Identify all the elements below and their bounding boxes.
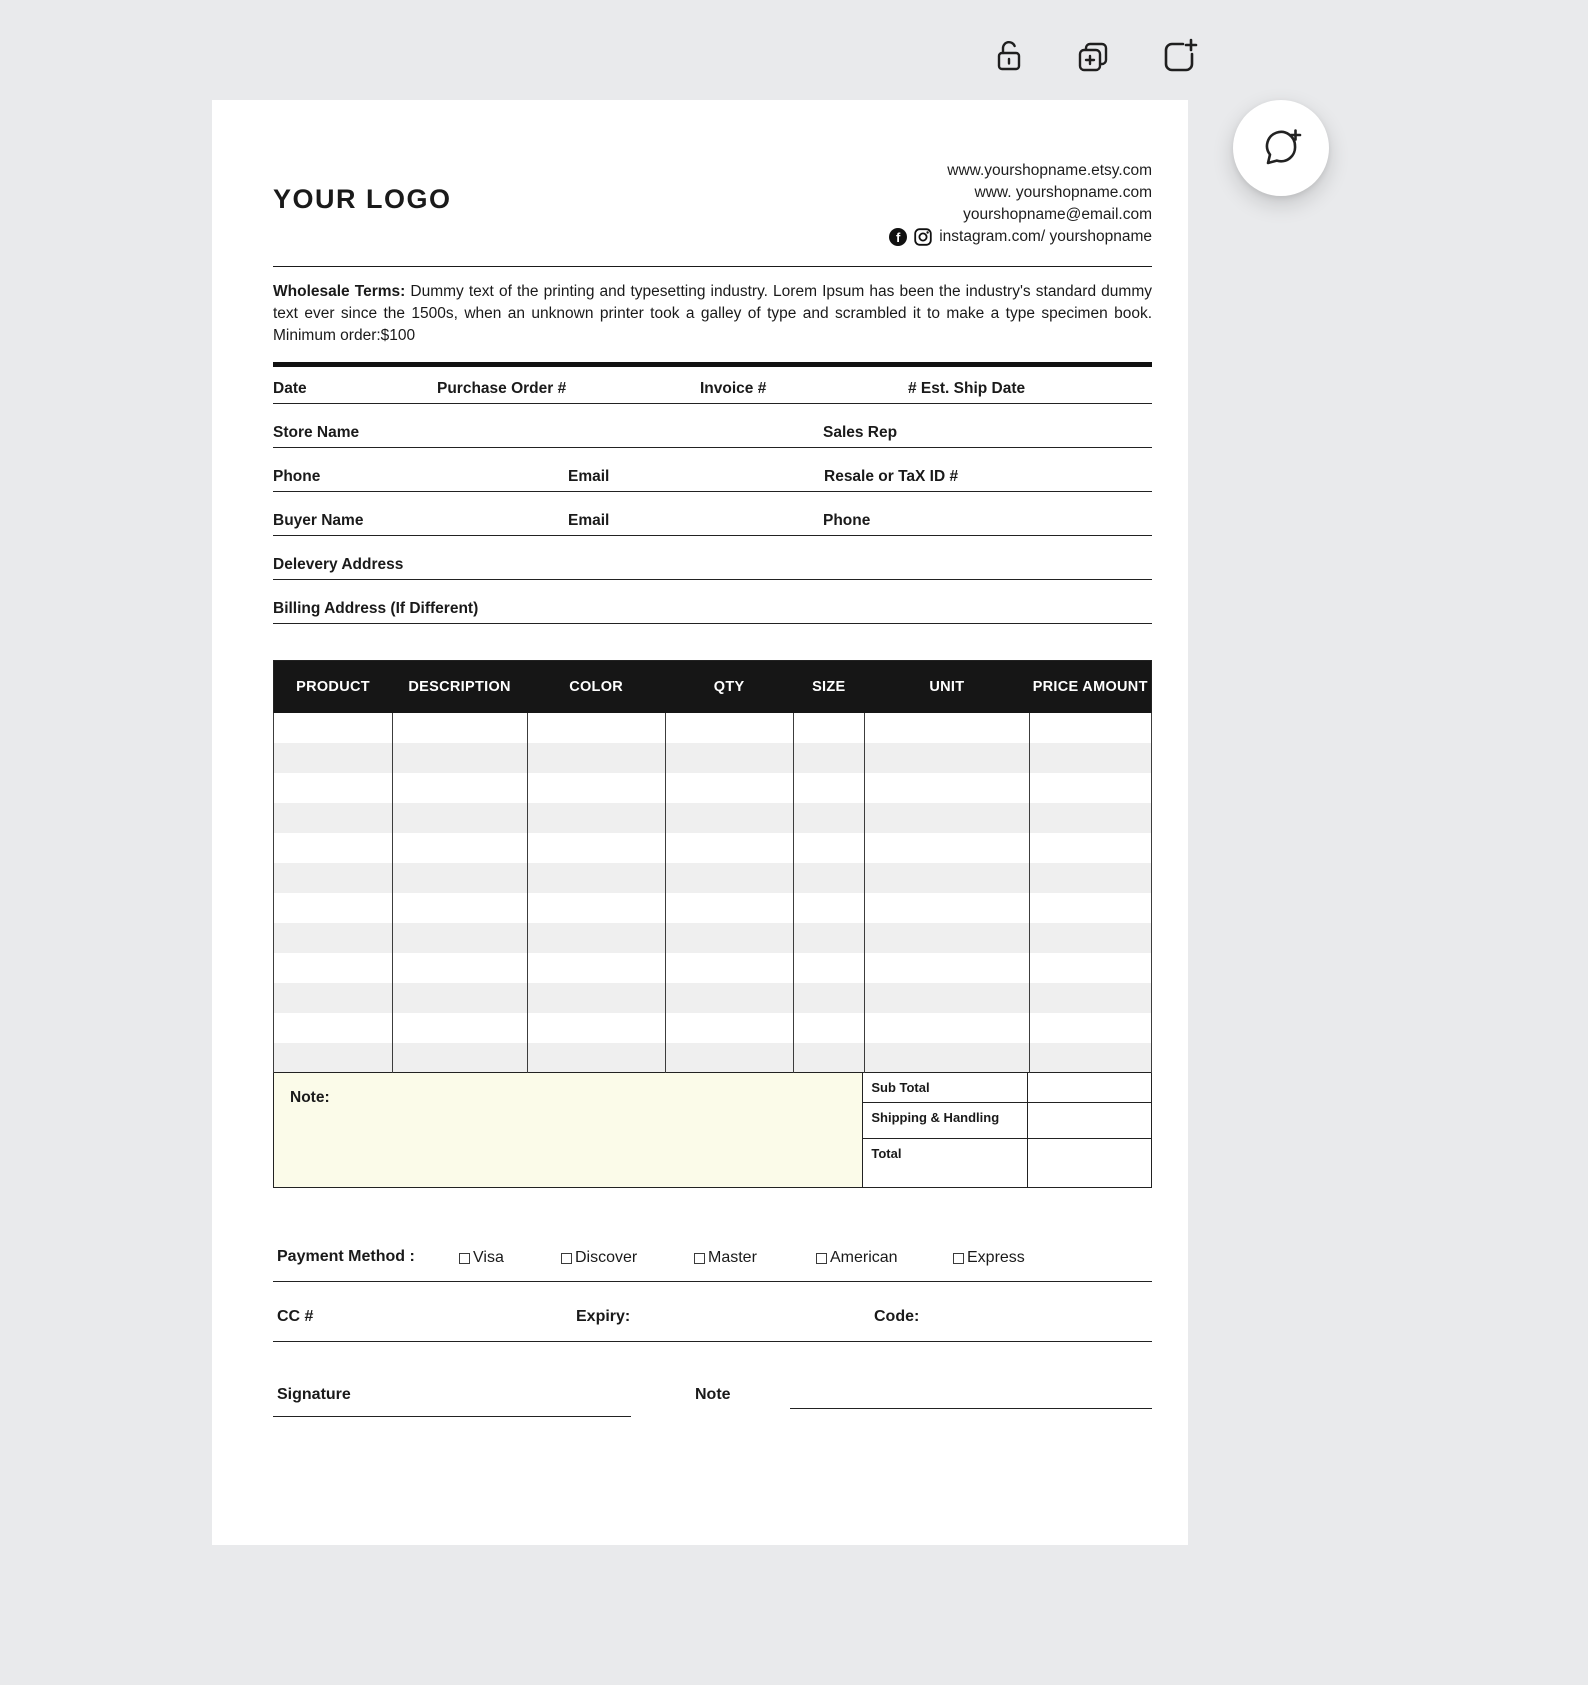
table-header-size: SIZE (793, 661, 864, 713)
table-cell[interactable] (527, 923, 665, 953)
table-cell[interactable] (864, 1043, 1029, 1073)
subtotal-row (863, 1073, 1151, 1103)
purchase-order-label: Purchase Order # (437, 380, 567, 397)
wholesale-order-form-page (212, 100, 1188, 1545)
table-cell[interactable] (665, 863, 793, 893)
table-cell[interactable] (793, 803, 864, 833)
buyer-email-label: Email (568, 512, 610, 529)
table-row (274, 863, 1152, 893)
field-row-delivery-address[interactable] (273, 554, 1152, 580)
table-cell[interactable] (665, 923, 793, 953)
date-label: Date (273, 380, 307, 397)
table-cell[interactable] (392, 893, 527, 923)
header-divider (273, 266, 1152, 267)
table-cell[interactable] (864, 743, 1029, 773)
shipping-row (863, 1103, 1151, 1139)
table-cell[interactable] (527, 743, 665, 773)
table-header-qty: QTY (665, 661, 793, 713)
visa-label: Visa (473, 1249, 504, 1266)
duplicate-page-icon[interactable] (1074, 38, 1112, 76)
table-cell[interactable] (1029, 863, 1151, 893)
table-cell[interactable] (793, 983, 864, 1013)
shipping-label: Shipping & Handling (863, 1103, 1028, 1138)
table-cell[interactable] (864, 893, 1029, 923)
note-box-label: Note: (290, 1089, 330, 1106)
table-cell[interactable] (274, 803, 393, 833)
checkbox-visa[interactable] (459, 1253, 470, 1264)
table-cell[interactable] (864, 923, 1029, 953)
email-label: Email (568, 468, 610, 485)
table-cell[interactable] (527, 863, 665, 893)
signature-label: Signature (277, 1386, 351, 1403)
table-cell[interactable] (392, 773, 527, 803)
table-cell[interactable] (527, 773, 665, 803)
instagram-icon (914, 228, 932, 246)
table-cell[interactable] (665, 803, 793, 833)
table-cell[interactable] (392, 983, 527, 1013)
table-cell[interactable] (527, 953, 665, 983)
table-cell[interactable] (1029, 743, 1151, 773)
field-row-buyer[interactable] (273, 510, 1152, 536)
total-row (863, 1139, 1151, 1187)
lock-icon[interactable] (990, 36, 1028, 76)
checkbox-master[interactable] (694, 1253, 705, 1264)
table-cell[interactable] (864, 803, 1029, 833)
table-cell[interactable] (793, 773, 864, 803)
note-box[interactable] (274, 1073, 863, 1187)
table-cell[interactable] (392, 863, 527, 893)
billing-address-label: Billing Address (If Different) (273, 600, 479, 617)
add-page-icon[interactable] (1160, 36, 1200, 76)
table-cell[interactable] (665, 743, 793, 773)
subtotal-value[interactable] (1028, 1073, 1151, 1102)
table-header-unit: UNIT (864, 661, 1029, 713)
table-cell[interactable] (274, 1043, 393, 1073)
instagram-url: instagram.com/ yourshopname (939, 228, 1152, 245)
table-cell[interactable] (1029, 923, 1151, 953)
table-cell[interactable] (793, 833, 864, 863)
table-cell[interactable] (274, 893, 393, 923)
table-cell[interactable] (527, 893, 665, 923)
table-cell[interactable] (864, 773, 1029, 803)
table-cell[interactable] (392, 833, 527, 863)
table-cell[interactable] (864, 833, 1029, 863)
table-cell[interactable] (665, 953, 793, 983)
express-label: Express (967, 1249, 1025, 1266)
section-divider-bar (273, 362, 1152, 367)
table-cell[interactable] (527, 983, 665, 1013)
table-cell[interactable] (793, 743, 864, 773)
field-row-order-info[interactable] (273, 379, 1152, 404)
totals-block (863, 1073, 1151, 1187)
buyer-name-label: Buyer Name (273, 512, 364, 529)
email-address: yourshopname@email.com (963, 206, 1152, 223)
field-row-store-contact[interactable] (273, 466, 1152, 492)
table-cell[interactable] (864, 713, 1029, 743)
payment-method-label: Payment Method : (277, 1248, 415, 1265)
field-row-billing-address[interactable] (273, 598, 1152, 624)
total-value[interactable] (1028, 1139, 1151, 1187)
table-row (274, 953, 1152, 983)
checkbox-discover[interactable] (561, 1253, 572, 1264)
table-cell[interactable] (392, 803, 527, 833)
discover-label: Discover (575, 1249, 638, 1266)
table-cell[interactable] (864, 953, 1029, 983)
delivery-address-label: Delevery Address (273, 556, 404, 573)
table-cell[interactable] (665, 713, 793, 743)
footer-note-line[interactable] (790, 1408, 1152, 1409)
table-cell[interactable] (665, 833, 793, 863)
payment-method-row (273, 1248, 1152, 1282)
table-row (274, 713, 1152, 743)
table-cell[interactable] (793, 953, 864, 983)
cc-number-label: CC # (277, 1308, 314, 1325)
shop-logo: YOUR LOGO (273, 184, 452, 214)
subtotal-label: Sub Total (863, 1073, 1028, 1102)
table-row (274, 1013, 1152, 1043)
comment-plus-icon[interactable] (1233, 100, 1329, 196)
resale-tax-id-label: Resale or TaX ID # (824, 468, 959, 485)
table-cell[interactable] (864, 863, 1029, 893)
credit-card-row[interactable] (273, 1306, 1152, 1342)
table-cell[interactable] (793, 923, 864, 953)
table-cell[interactable] (274, 863, 393, 893)
table-cell[interactable] (527, 833, 665, 863)
table-cell[interactable] (1029, 983, 1151, 1013)
document-header (273, 160, 1152, 248)
table-cell[interactable] (527, 1013, 665, 1043)
table-cell[interactable] (274, 833, 393, 863)
table-cell[interactable] (1029, 773, 1151, 803)
table-row (274, 1043, 1152, 1073)
table-cell[interactable] (1029, 953, 1151, 983)
invoice-label: Invoice # (700, 380, 767, 397)
table-row (274, 743, 1152, 773)
payment-option-visa[interactable] (459, 1249, 504, 1267)
table-cell[interactable] (793, 1043, 864, 1073)
table-cell[interactable] (1029, 713, 1151, 743)
phone-label: Phone (273, 468, 321, 485)
note-and-totals (273, 1073, 1152, 1188)
table-cell[interactable] (1029, 833, 1151, 863)
table-cell[interactable] (1029, 803, 1151, 833)
shipping-value[interactable] (1028, 1103, 1151, 1138)
terms-text: Dummy text of the printing and typesetting industry. Lorem Ipsum has been the industry's standard dummy text ever since the 1500s, when an unknown printer took a galley of type and scrambled it to make a type specimen book. Minimum order:$100 (273, 283, 1152, 344)
table-cell[interactable] (665, 1013, 793, 1043)
est-ship-date-label: # Est. Ship Date (908, 380, 1026, 397)
table-cell[interactable] (1029, 1013, 1151, 1043)
table-cell[interactable] (274, 773, 393, 803)
signature-section (273, 1386, 1152, 1430)
table-cell[interactable] (392, 923, 527, 953)
table-cell[interactable] (793, 713, 864, 743)
payment-option-discover[interactable] (561, 1249, 637, 1267)
footer-note-label: Note (695, 1386, 731, 1403)
table-cell[interactable] (392, 743, 527, 773)
signature-line[interactable] (273, 1416, 631, 1417)
total-label: Total (863, 1139, 1028, 1187)
table-cell[interactable] (864, 983, 1029, 1013)
expiry-label: Expiry: (576, 1308, 631, 1325)
order-items-table (273, 660, 1152, 1073)
table-cell[interactable] (527, 713, 665, 743)
table-cell[interactable] (793, 863, 864, 893)
checkbox-express[interactable] (953, 1253, 964, 1264)
contact-block (889, 160, 1152, 248)
table-cell[interactable] (1029, 1043, 1151, 1073)
checkbox-american[interactable] (816, 1253, 827, 1264)
website-url: www. yourshopname.com (974, 184, 1152, 201)
table-cell[interactable] (793, 893, 864, 923)
table-cell[interactable] (665, 983, 793, 1013)
terms-label: Wholesale Terms: (273, 283, 406, 300)
order-table-body (274, 713, 1152, 1073)
table-row (274, 833, 1152, 863)
table-cell[interactable] (793, 1013, 864, 1043)
store-name-label: Store Name (273, 424, 360, 441)
wholesale-terms (273, 281, 1152, 347)
table-cell[interactable] (665, 1043, 793, 1073)
payment-option-express[interactable] (953, 1249, 1025, 1267)
facebook-icon: f (889, 228, 907, 246)
table-cell[interactable] (527, 1043, 665, 1073)
table-header-description: DESCRIPTION (392, 661, 527, 713)
table-row (274, 893, 1152, 923)
table-cell[interactable] (665, 893, 793, 923)
payment-option-american[interactable] (816, 1249, 898, 1267)
table-row (274, 923, 1152, 953)
payment-option-master[interactable] (694, 1249, 757, 1267)
table-header-product: PRODUCT (274, 661, 393, 713)
table-cell[interactable] (274, 743, 393, 773)
table-row (274, 773, 1152, 803)
table-cell[interactable] (392, 713, 527, 743)
table-header-color: COLOR (527, 661, 665, 713)
table-cell[interactable] (392, 1043, 527, 1073)
table-cell[interactable] (527, 803, 665, 833)
table-header-price-amount: PRICE AMOUNT (1029, 661, 1151, 713)
table-header-row (274, 661, 1152, 713)
table-cell[interactable] (864, 1013, 1029, 1043)
sales-rep-label: Sales Rep (823, 424, 898, 441)
table-cell[interactable] (274, 953, 393, 983)
social-line (889, 226, 1152, 248)
code-label: Code: (874, 1308, 920, 1325)
table-cell[interactable] (274, 983, 393, 1013)
buyer-phone-label: Phone (823, 512, 871, 529)
table-cell[interactable] (392, 1013, 527, 1043)
american-label: American (830, 1249, 898, 1266)
field-row-store[interactable] (273, 422, 1152, 448)
table-cell[interactable] (274, 1013, 393, 1043)
table-row (274, 803, 1152, 833)
table-row (274, 983, 1152, 1013)
table-cell[interactable] (1029, 893, 1151, 923)
table-cell[interactable] (274, 713, 393, 743)
table-cell[interactable] (274, 923, 393, 953)
etsy-url: www.yourshopname.etsy.com (947, 162, 1152, 179)
master-label: Master (708, 1249, 757, 1266)
table-cell[interactable] (392, 953, 527, 983)
table-cell[interactable] (665, 773, 793, 803)
